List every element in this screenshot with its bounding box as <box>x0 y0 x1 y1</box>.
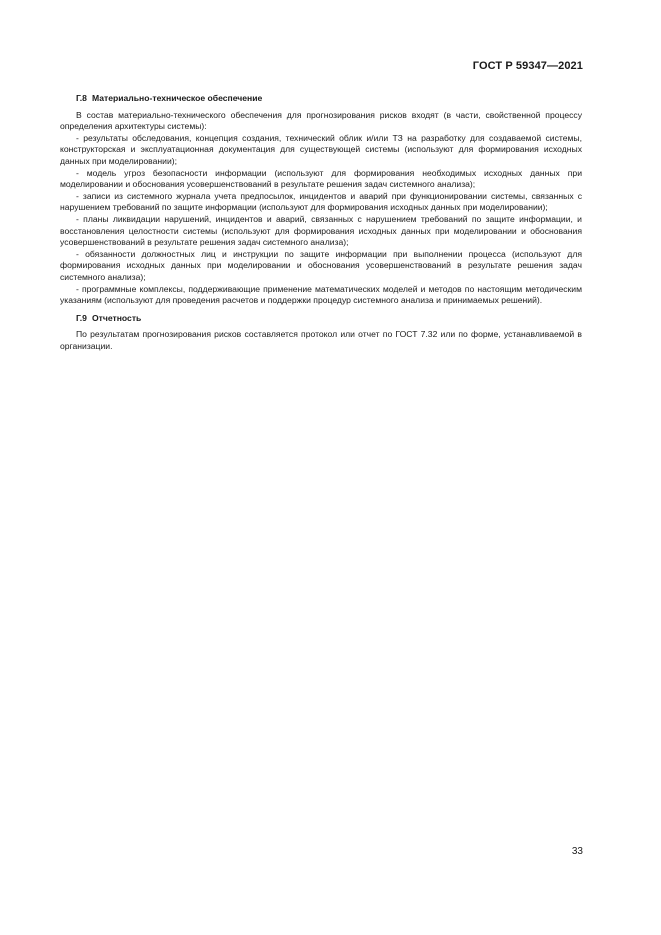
section-title: Отчетность <box>91 312 142 323</box>
document-code: ГОСТ Р 59347—2021 <box>472 60 583 72</box>
list-item: - планы ликвидации нарушений, инцидентов и аварий, связанных с нарушением требований по защите информации, и восстановления целостности системы (используют для формирования исходных данных при моделировании и обоснования усовершенствований в результате решения задач системного анализа); <box>60 213 582 248</box>
section-number: Г.9 <box>76 312 87 323</box>
section-title: Материально-техническое обеспечение <box>91 93 263 103</box>
section-number: Г.8 <box>76 93 87 103</box>
list-item: - записи из системного журнала учета предпосылок, инцидентов и аварий при функционировании системы, связанных с нарушением требований по защите информации (используют для формирования исходных данных при моделировании); <box>60 190 582 213</box>
section-heading-g8 <box>76 93 582 105</box>
paragraph: По результатам прогнозирования рисков составляется протокол или отчет по ГОСТ 7.32 или по форме, устанавливаемой в организации. <box>60 329 582 351</box>
list-item: - программные комплексы, поддерживающие применение математических моделей и методов по настоящим методическим указаниям (используют для проведения расчетов и поддержки процедур системного анализа и принимаемых решений). <box>60 283 582 306</box>
list-item: - обязанности должностных лиц и инструкции по защите информации при выполнении процесса (используют для формирования исходных данных при моделировании и обоснования усовершенствований в результате решения задач системного анализа); <box>60 248 582 282</box>
list-item: - результаты обследования, концепция создания, технический облик и/или ТЗ на разработку для создаваемой системы, конструкторская и эксплуатационная документация для существующей системы (используют для формирования исходных данных при моделировании); <box>60 132 582 166</box>
paragraph: В состав материально-технического обеспечения для прогнозирования рисков входят (в части, свойственной процессу определения архитектуры системы): <box>60 109 582 132</box>
document-body <box>60 93 582 352</box>
section-heading-g9 <box>76 313 582 325</box>
list-item: - модель угроз безопасности информации (используют для формирования необходимых исходных данных при моделировании и обоснования усовершенствований в результате решения задач системного анализа); <box>60 167 582 190</box>
page-number: 33 <box>571 846 583 857</box>
